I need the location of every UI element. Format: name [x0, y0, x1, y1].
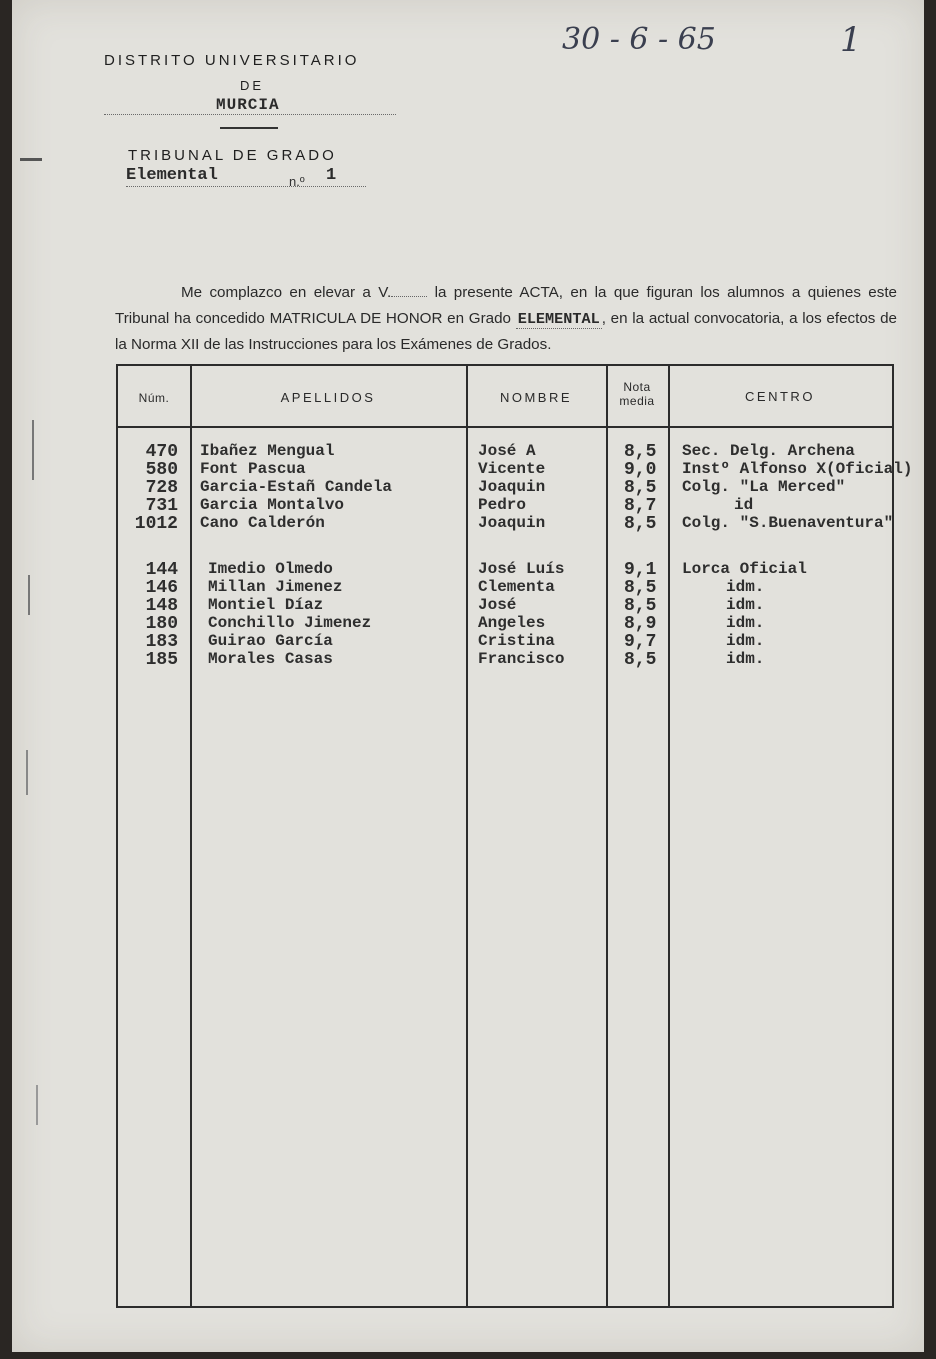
handwritten-page-number: 1 [840, 20, 862, 60]
row-nombre: Angeles [478, 614, 546, 632]
intro-part3: , en la actual convocatoria, a los efectos de la Norma XII de las Instrucciones para los Exámenes de Grados. [115, 310, 897, 353]
row-nota: 8,5 [624, 596, 657, 616]
row-num: 1012 [134, 514, 178, 534]
row-num: 185 [145, 650, 178, 670]
col-divider-4 [668, 366, 670, 1306]
row-nombre: Cristina [478, 632, 555, 650]
tribunal-dotted-line [126, 186, 366, 187]
row-apellidos: Montiel Díaz [208, 596, 324, 614]
city-dotted-line [104, 114, 396, 115]
intro-part1: Me complazco en elevar a V. [181, 284, 392, 301]
row-nota: 8,5 [624, 514, 657, 534]
row-nota: 8,5 [624, 650, 657, 670]
row-apellidos: Font Pascua [200, 460, 306, 478]
col-divider-1 [190, 366, 192, 1306]
row-centro: Lorca Oficial [682, 560, 807, 578]
row-centro: idm. [726, 596, 765, 614]
scan-mark [36, 1085, 38, 1125]
scan-mark [28, 575, 30, 615]
header-centro: CENTRO [745, 389, 815, 404]
row-num: 731 [145, 496, 178, 516]
row-num: 183 [145, 632, 178, 652]
row-nombre: José A [478, 442, 536, 460]
row-nota: 8,7 [624, 496, 657, 516]
row-apellidos: Conchillo Jimenez [208, 614, 372, 632]
header-nombre: NOMBRE [499, 390, 573, 405]
number-label: n.º [289, 174, 305, 189]
row-num: 148 [145, 596, 178, 616]
row-nota: 9,1 [624, 560, 657, 580]
intro-grade-fill: ELEMENTAL [517, 310, 600, 328]
row-nombre: Clementa [478, 578, 555, 596]
row-num: 144 [145, 560, 178, 580]
header-nota-line1: Nota [623, 380, 651, 394]
row-centro: Colg. "La Merced" [682, 478, 846, 496]
row-centro: Colg. "S.Buenaventura" [682, 514, 894, 532]
row-apellidos: Ibañez Mengual [200, 442, 335, 460]
row-apellidos: Garcia-Estañ Candela [200, 478, 393, 496]
row-nota: 8,5 [624, 442, 657, 462]
header-nota-line2: media [619, 394, 655, 408]
row-nota: 8,5 [624, 478, 657, 498]
row-centro: idm. [726, 650, 765, 668]
scan-mark [20, 158, 42, 161]
row-nombre: Joaquin [478, 478, 546, 496]
header-row-divider [118, 426, 892, 428]
row-centro: idm. [726, 614, 765, 632]
row-apellidos: Imedio Olmedo [208, 560, 333, 578]
row-nombre: Pedro [478, 496, 527, 514]
tribunal-number: 1 [326, 166, 337, 185]
row-apellidos: Guirao García [208, 632, 333, 650]
col-divider-2 [466, 366, 468, 1306]
district-heading: DISTRITO UNIVERSITARIO [104, 52, 360, 69]
row-num: 146 [145, 578, 178, 598]
row-centro: Sec. Delg. Archena [682, 442, 855, 460]
row-apellidos: Morales Casas [208, 650, 333, 668]
document-page [12, 0, 924, 1352]
row-nombre: José [478, 596, 517, 614]
row-num: 580 [145, 460, 178, 480]
row-nota: 8,9 [624, 614, 657, 634]
row-nota: 8,5 [624, 578, 657, 598]
col-divider-3 [606, 366, 608, 1306]
intro-blank [391, 296, 427, 297]
row-nombre: Francisco [478, 650, 565, 668]
row-nota: 9,0 [624, 460, 657, 480]
row-num: 470 [145, 442, 178, 462]
city-name: MURCIA [216, 96, 280, 114]
row-nombre: Vicente [478, 460, 546, 478]
row-centro: idm. [726, 578, 765, 596]
row-apellidos: Millan Jimenez [208, 578, 343, 596]
row-num: 728 [145, 478, 178, 498]
intro-part2: la presente ACTA, en la que figuran los alumnos a quienes este Tribunal ha concedido MATRICULA DE HONOR en Grado [115, 284, 897, 327]
header-num: Núm. [138, 391, 170, 405]
honors-table [116, 364, 913, 1308]
district-de: DE [240, 78, 265, 93]
row-centro: id [734, 496, 754, 514]
row-num: 180 [145, 614, 178, 634]
intro-paragraph [115, 280, 897, 358]
tribunal-heading: TRIBUNAL DE GRADO [128, 147, 337, 164]
row-apellidos: Cano Calderón [200, 514, 325, 532]
scan-mark [26, 750, 28, 795]
header-divider [220, 127, 278, 129]
row-centro: idm. [726, 632, 765, 650]
header-apellidos: APELLIDOS [280, 390, 376, 405]
row-nombre: José Luís [478, 560, 565, 578]
grade-type: Elemental [126, 166, 218, 185]
row-nota: 9,7 [624, 632, 657, 652]
handwritten-date: 30 - 6 - 65 [562, 22, 716, 57]
row-nombre: Joaquin [478, 514, 546, 532]
row-centro: Instº Alfonso X(Oficial) [682, 460, 913, 478]
header-nota [606, 380, 668, 408]
row-apellidos: Garcia Montalvo [200, 496, 345, 514]
scan-mark [32, 420, 34, 480]
